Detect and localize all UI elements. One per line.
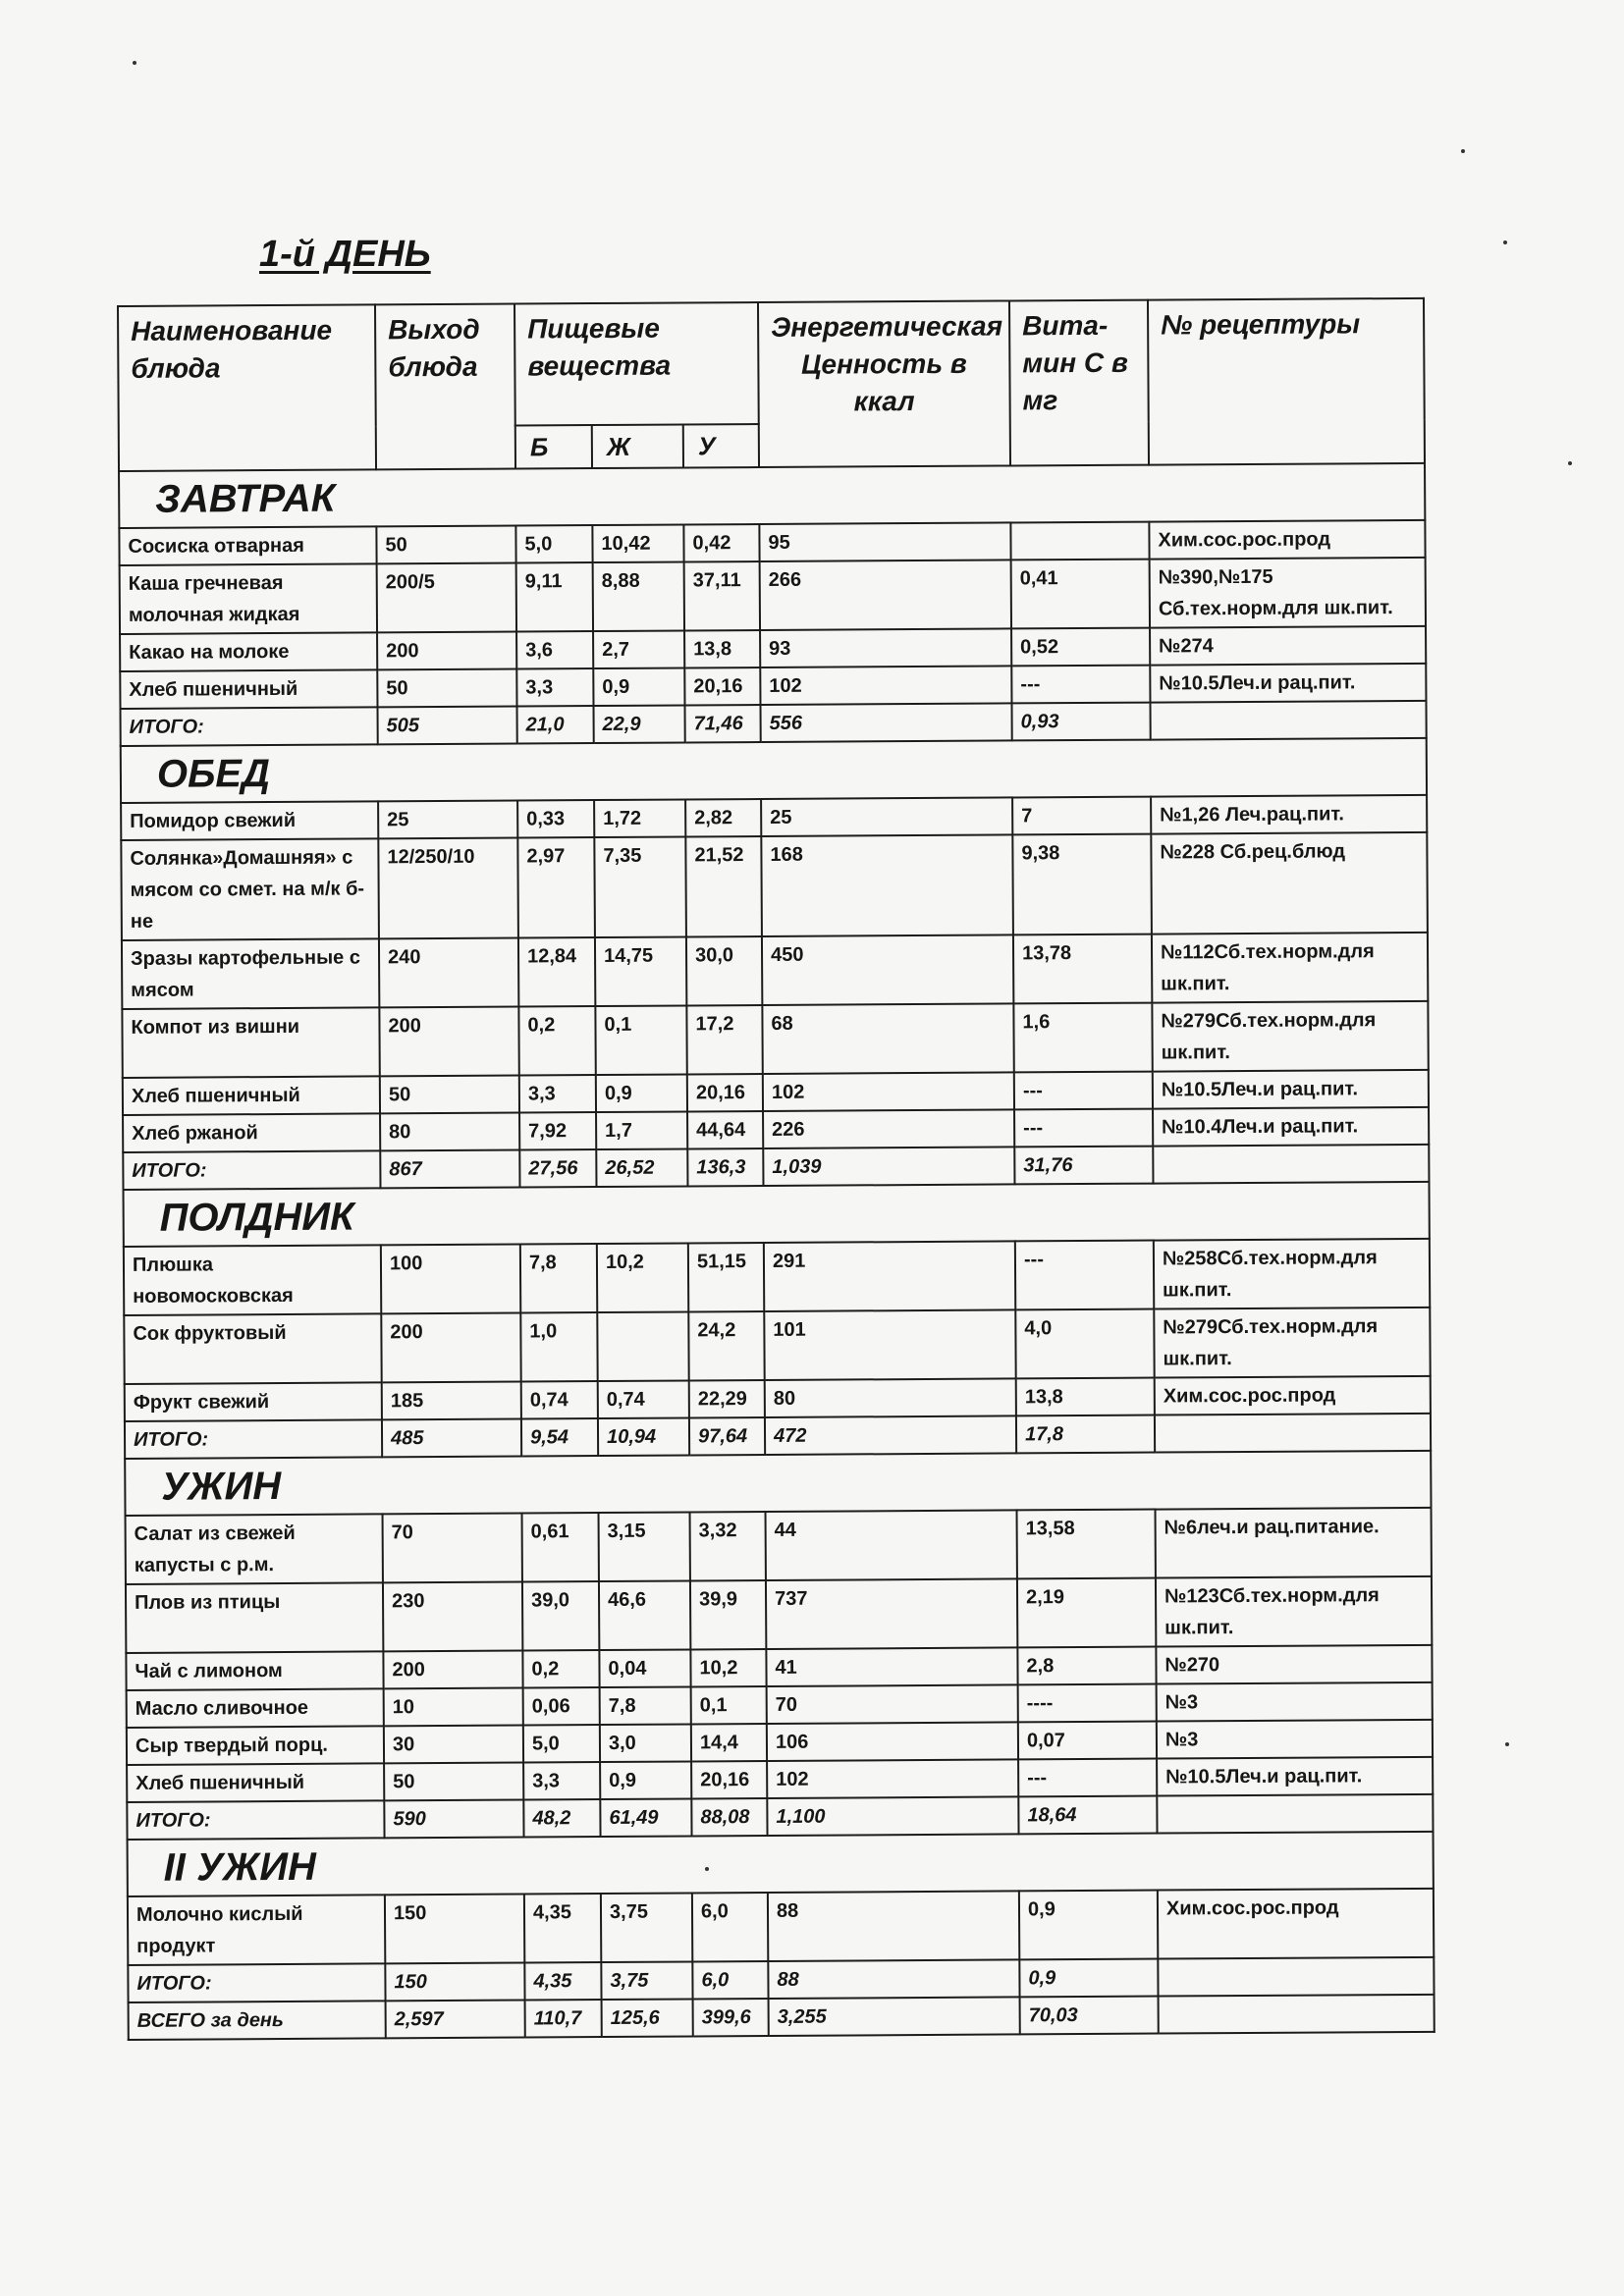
- menu-table: [117, 297, 1435, 2041]
- total-zh: 3,75: [601, 1961, 692, 2000]
- section-title: II УЖИН: [128, 1832, 1434, 1896]
- cell-vitamin: ---: [1015, 1241, 1154, 1310]
- cell-name: Хлеб пшеничный: [127, 1763, 384, 1802]
- cell-energy: 737: [766, 1578, 1017, 1649]
- cell-vitamin: [1010, 522, 1149, 561]
- cell-zh: 1,72: [594, 799, 685, 837]
- table-row: [124, 1308, 1430, 1384]
- cell-output: 200: [381, 1313, 520, 1383]
- total-b: 4,35: [524, 1962, 601, 2000]
- cell-u: 22,29: [689, 1380, 765, 1417]
- cell-zh: 7,8: [600, 1686, 691, 1725]
- cell-energy: 226: [763, 1109, 1014, 1148]
- cell-energy: 80: [765, 1378, 1016, 1417]
- cell-vitamin: ----: [1018, 1684, 1157, 1723]
- cell-u: 14,4: [691, 1724, 767, 1761]
- total-vitamin: 0,9: [1019, 1959, 1158, 1998]
- cell-b: 2,97: [517, 837, 595, 937]
- cell-vitamin: 13,8: [1016, 1378, 1155, 1416]
- cell-u: 21,52: [685, 836, 762, 936]
- cell-recipe: №3: [1157, 1720, 1433, 1759]
- cell-energy: 93: [760, 628, 1011, 667]
- cell-zh: 0,04: [599, 1649, 690, 1687]
- cell-output: 50: [377, 669, 516, 708]
- table-row: [126, 1576, 1432, 1653]
- total-u: 136,3: [687, 1148, 763, 1186]
- total-output: 590: [384, 1799, 523, 1838]
- total-zh: 22,9: [594, 705, 685, 743]
- cell-output: 50: [376, 526, 515, 564]
- cell-output: 30: [384, 1725, 523, 1763]
- cell-vitamin: 2,19: [1017, 1578, 1156, 1648]
- total-output: 150: [385, 1962, 524, 2001]
- cell-energy: 450: [762, 934, 1013, 1005]
- total-vitamin: 18,64: [1018, 1796, 1157, 1835]
- cell-zh: 0,1: [595, 1005, 686, 1075]
- cell-output: 50: [384, 1762, 523, 1800]
- cell-output: 200: [379, 1007, 518, 1077]
- cell-recipe: №270: [1156, 1645, 1432, 1684]
- cell-u: 30,0: [686, 936, 762, 1005]
- cell-recipe: №10.5Леч.и рац.пит.: [1157, 1757, 1433, 1796]
- table-row: [122, 1001, 1428, 1078]
- total-output: 867: [380, 1150, 519, 1189]
- cell-recipe: №10.5Леч.и рац.пит.: [1150, 664, 1426, 703]
- cell-energy: 168: [761, 834, 1013, 936]
- cell-name: Чай с лимоном: [126, 1651, 383, 1690]
- cell-b: 0,2: [518, 1006, 595, 1075]
- grand-total-u: 399,6: [693, 1999, 769, 2036]
- cell-recipe: №3: [1157, 1682, 1433, 1722]
- cell-output: 25: [378, 801, 517, 839]
- cell-vitamin: 9,38: [1012, 834, 1152, 935]
- page-title: 1-й ДЕНЬ: [259, 234, 431, 275]
- total-recipe: [1158, 1957, 1434, 1997]
- grand-total-row: [129, 1995, 1435, 2040]
- grand-total-b: 110,7: [525, 2000, 602, 2037]
- cell-name: Молочно кислый продукт: [128, 1895, 385, 1965]
- cell-vitamin: 0,41: [1011, 560, 1150, 629]
- cell-output: 100: [381, 1245, 520, 1314]
- cell-b: 3,3: [516, 668, 593, 706]
- total-output: 505: [378, 707, 517, 745]
- total-name: ИТОГО:: [121, 707, 378, 746]
- table-row: [120, 558, 1426, 634]
- table-row: [128, 1889, 1434, 1965]
- scan-speck: [1503, 240, 1507, 244]
- cell-energy: 95: [759, 522, 1010, 561]
- cell-name: Сок фруктовый: [124, 1313, 381, 1384]
- cell-recipe: №274: [1150, 626, 1426, 666]
- cell-u: 39,9: [690, 1580, 766, 1649]
- table-row: [126, 1508, 1432, 1584]
- cell-energy: 25: [761, 797, 1012, 836]
- cell-name: Каша гречневая молочная жидкая: [120, 563, 377, 634]
- total-vitamin: 17,8: [1016, 1415, 1155, 1454]
- col-header-u: У: [683, 424, 759, 467]
- cell-energy: 291: [764, 1241, 1015, 1311]
- total-u: 88,08: [691, 1798, 767, 1836]
- total-energy: 88: [768, 1959, 1019, 1999]
- cell-b: 7,8: [520, 1244, 597, 1312]
- total-name: ИТОГО:: [128, 1963, 385, 2002]
- col-header-output: Выход блюда: [375, 304, 515, 470]
- cell-b: 4,35: [524, 1894, 601, 1962]
- cell-name: Плюшка новомосковская: [124, 1245, 381, 1315]
- cell-energy: 101: [764, 1309, 1015, 1380]
- total-zh: 61,49: [600, 1798, 691, 1837]
- grand-total-vitamin: 70,03: [1020, 1997, 1159, 2035]
- cell-b: 7,92: [519, 1112, 596, 1149]
- cell-energy: 44: [766, 1510, 1017, 1580]
- cell-energy: 102: [760, 666, 1011, 705]
- cell-recipe: Хим.сос.рос.прод: [1155, 1376, 1431, 1415]
- scan-speck: [133, 61, 136, 65]
- cell-output: 50: [380, 1076, 519, 1114]
- cell-output: 200: [377, 632, 516, 670]
- cell-zh: 1,7: [596, 1111, 687, 1149]
- col-header-b: Б: [515, 425, 592, 468]
- section-title: ПОЛДНИК: [124, 1182, 1430, 1247]
- total-recipe: [1157, 1794, 1433, 1834]
- cell-zh: 46,6: [599, 1580, 690, 1650]
- table-row: [122, 933, 1428, 1009]
- cell-b: 5,0: [523, 1725, 600, 1762]
- cell-output: 240: [379, 938, 518, 1008]
- grand-total-output: 2,597: [386, 2000, 525, 2038]
- cell-b: 0,33: [517, 800, 594, 837]
- cell-recipe: №228 Сб.рец.блюд: [1151, 832, 1428, 934]
- cell-name: Помидор свежий: [121, 801, 378, 840]
- cell-zh: 0,74: [598, 1380, 689, 1418]
- total-b: 27,56: [519, 1149, 596, 1187]
- grand-total-recipe: [1159, 1995, 1435, 2034]
- cell-b: 0,2: [522, 1650, 599, 1687]
- cell-zh: 7,35: [594, 836, 686, 937]
- total-zh: 10,94: [598, 1417, 689, 1456]
- cell-name: Салат из свежей капусты с р.м.: [126, 1514, 383, 1584]
- cell-zh: 0,9: [600, 1761, 691, 1799]
- cell-vitamin: 0,9: [1019, 1891, 1158, 1960]
- cell-recipe: Хим.сос.рос.прод: [1158, 1889, 1434, 1959]
- total-recipe: [1153, 1145, 1429, 1184]
- total-name: ИТОГО:: [127, 1800, 384, 1840]
- cell-b: 1,0: [520, 1312, 597, 1381]
- cell-vitamin: 0,07: [1018, 1722, 1157, 1760]
- cell-recipe: №112Сб.тех.норм.для шк.пит.: [1152, 933, 1428, 1003]
- cell-zh: 10,2: [597, 1243, 688, 1312]
- cell-output: 230: [383, 1582, 522, 1652]
- total-output: 485: [382, 1419, 521, 1458]
- cell-energy: 102: [763, 1072, 1014, 1111]
- cell-u: 37,11: [684, 561, 760, 630]
- cell-b: 12,84: [518, 937, 595, 1006]
- cell-u: 0,1: [691, 1686, 767, 1724]
- cell-u: 0,42: [683, 524, 759, 561]
- table-body: [119, 463, 1435, 2040]
- cell-u: 20,16: [684, 667, 760, 705]
- cell-name: Сосиска отварная: [119, 526, 376, 565]
- total-name: ИТОГО:: [125, 1419, 382, 1459]
- cell-zh: 14,75: [595, 936, 686, 1006]
- section-title: ЗАВТРАК: [119, 463, 1425, 528]
- total-energy: 1,100: [767, 1796, 1018, 1836]
- cell-zh: 3,75: [601, 1893, 692, 1962]
- cell-u: 20,16: [687, 1074, 763, 1111]
- cell-name: Масло сливочное: [127, 1688, 384, 1728]
- cell-vitamin: 0,52: [1011, 628, 1150, 667]
- cell-energy: 70: [767, 1684, 1018, 1724]
- cell-vitamin: 2,8: [1017, 1647, 1156, 1685]
- col-header-name: Наименование блюда: [118, 304, 376, 471]
- col-header-vitamin: Вита-мин С в мг: [1009, 300, 1149, 466]
- cell-b: 3,3: [523, 1762, 600, 1799]
- cell-zh: 0,9: [596, 1074, 687, 1112]
- total-b: 21,0: [517, 706, 594, 743]
- cell-energy: 88: [768, 1891, 1019, 1961]
- total-u: 71,46: [684, 705, 760, 742]
- cell-output: 10: [384, 1687, 523, 1726]
- table-header: [118, 298, 1425, 471]
- total-vitamin: 31,76: [1014, 1147, 1153, 1185]
- section-row: [124, 1182, 1430, 1247]
- cell-zh: 0,9: [593, 667, 684, 706]
- cell-u: 2,82: [685, 799, 761, 836]
- cell-vitamin: ---: [1014, 1109, 1153, 1148]
- cell-energy: 68: [762, 1003, 1013, 1074]
- scan-speck: [1461, 149, 1465, 153]
- cell-name: Сыр твердый порц.: [127, 1726, 384, 1765]
- cell-recipe: №279Сб.тех.норм.для шк.пит.: [1154, 1308, 1430, 1378]
- cell-name: Солянка»Домашняя» с мясом со смет. на м/к б-не: [121, 838, 379, 940]
- cell-name: Хлеб ржаной: [123, 1113, 380, 1152]
- cell-b: 3,3: [519, 1075, 596, 1112]
- total-u: 97,64: [689, 1417, 765, 1455]
- total-energy: 1,039: [763, 1147, 1014, 1186]
- cell-recipe: №10.5Леч.и рац.пит.: [1153, 1070, 1429, 1109]
- cell-output: 70: [383, 1514, 522, 1583]
- cell-u: 17,2: [686, 1005, 762, 1074]
- section-row: [121, 738, 1427, 803]
- section-row: [128, 1832, 1434, 1896]
- total-zh: 26,52: [596, 1148, 687, 1187]
- total-energy: 472: [765, 1415, 1016, 1455]
- cell-vitamin: ---: [1011, 666, 1150, 704]
- cell-vitamin: ---: [1014, 1072, 1153, 1110]
- table-row: [121, 832, 1428, 940]
- cell-recipe: №10.4Леч.и рац.пит.: [1153, 1107, 1429, 1147]
- cell-vitamin: 13,58: [1017, 1510, 1156, 1579]
- cell-b: 9,11: [516, 562, 593, 631]
- cell-recipe: №390,№175 Сб.тех.норм.для шк.пит.: [1150, 558, 1426, 628]
- col-header-zh: Ж: [592, 424, 683, 468]
- cell-output: 150: [385, 1894, 524, 1963]
- cell-vitamin: 7: [1012, 797, 1151, 835]
- total-vitamin: 0,93: [1011, 703, 1150, 741]
- grand-total-name: ВСЕГО за день: [129, 2001, 386, 2040]
- cell-vitamin: 13,78: [1013, 934, 1152, 1004]
- cell-b: 0,74: [521, 1381, 598, 1418]
- cell-zh: [597, 1311, 688, 1381]
- cell-output: 200/5: [377, 563, 516, 633]
- cell-u: 24,2: [688, 1311, 764, 1380]
- cell-recipe: №6леч.и рац.питание.: [1156, 1508, 1432, 1578]
- cell-energy: 106: [767, 1722, 1018, 1761]
- cell-name: Плов из птицы: [126, 1582, 383, 1653]
- total-u: 6,0: [692, 1961, 768, 1999]
- cell-b: 0,61: [522, 1513, 599, 1581]
- cell-u: 6,0: [692, 1893, 768, 1961]
- cell-output: 12/250/10: [378, 838, 518, 939]
- grand-total-energy: 3,255: [769, 1997, 1020, 2036]
- cell-zh: 3,15: [599, 1512, 690, 1581]
- cell-recipe: №1,26 Леч.рац.пит.: [1151, 795, 1427, 834]
- cell-b: 39,0: [522, 1581, 599, 1650]
- total-energy: 556: [760, 703, 1011, 742]
- cell-name: Компот из вишни: [122, 1007, 379, 1078]
- section-row: [119, 463, 1425, 528]
- section-title: ОБЕД: [121, 738, 1427, 803]
- col-header-energy: Энергетическая Ценность в ккал: [758, 300, 1010, 467]
- total-b: 48,2: [523, 1799, 600, 1837]
- cell-energy: 102: [767, 1759, 1018, 1798]
- cell-name: Хлеб пшеничный: [123, 1076, 380, 1115]
- cell-recipe: Хим.сос.рос.прод: [1149, 520, 1425, 560]
- cell-recipe: №279Сб.тех.норм.для шк.пит.: [1152, 1001, 1428, 1072]
- total-recipe: [1155, 1414, 1431, 1453]
- scan-speck: [705, 1867, 709, 1871]
- cell-output: 185: [382, 1382, 521, 1420]
- cell-zh: 3,0: [600, 1724, 691, 1762]
- cell-energy: 266: [760, 560, 1011, 630]
- cell-name: Зразы картофельные с мясом: [122, 938, 379, 1009]
- table-row: [124, 1239, 1430, 1315]
- cell-name: Хлеб пшеничный: [120, 669, 377, 709]
- cell-zh: 8,88: [593, 561, 684, 631]
- section-row: [125, 1451, 1431, 1516]
- cell-u: 20,16: [691, 1761, 767, 1798]
- cell-output: 200: [383, 1651, 522, 1689]
- total-recipe: [1150, 701, 1426, 740]
- cell-b: 0,06: [523, 1687, 600, 1725]
- section-title: УЖИН: [125, 1451, 1431, 1516]
- total-name: ИТОГО:: [123, 1150, 380, 1190]
- cell-zh: 10,42: [592, 524, 683, 562]
- cell-u: 51,15: [688, 1243, 764, 1311]
- cell-zh: 2,7: [593, 630, 684, 668]
- cell-vitamin: ---: [1018, 1759, 1157, 1797]
- cell-u: 3,32: [690, 1512, 766, 1580]
- cell-u: 10,2: [690, 1649, 766, 1686]
- cell-recipe: №123Сб.тех.норм.для шк.пит.: [1156, 1576, 1432, 1647]
- total-b: 9,54: [521, 1418, 598, 1456]
- cell-name: Фрукт свежий: [125, 1382, 382, 1421]
- scan-speck: [1568, 461, 1572, 465]
- col-header-nutrients: Пищевые вещества: [514, 302, 759, 426]
- col-header-recipe: № рецептуры: [1148, 298, 1425, 465]
- cell-vitamin: 1,6: [1013, 1003, 1152, 1073]
- cell-vitamin: 4,0: [1015, 1309, 1154, 1379]
- cell-recipe: №258Сб.тех.норм.для шк.пит.: [1154, 1239, 1430, 1309]
- cell-energy: 41: [766, 1647, 1017, 1686]
- cell-u: 13,8: [684, 630, 760, 667]
- cell-output: 80: [380, 1113, 519, 1151]
- cell-b: 3,6: [516, 631, 593, 668]
- grand-total-zh: 125,6: [602, 1999, 693, 2037]
- cell-u: 44,64: [687, 1111, 763, 1148]
- cell-name: Какао на молоке: [120, 632, 377, 671]
- cell-b: 5,0: [515, 525, 592, 562]
- scan-speck: [1505, 1742, 1509, 1746]
